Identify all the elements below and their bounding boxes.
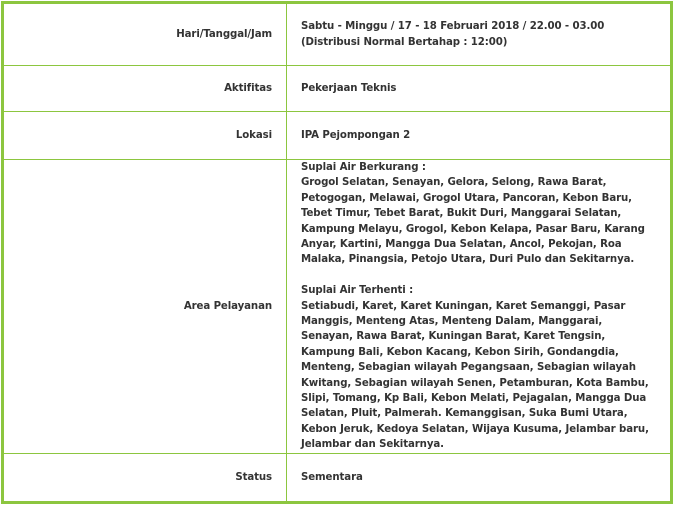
status-label: Status — [3, 453, 287, 502]
stopped-supply-section — [301, 283, 656, 452]
outage-info-table — [1, 1, 673, 504]
row-service-area — [3, 160, 672, 454]
service-area-value — [287, 160, 672, 454]
row-status — [3, 453, 672, 502]
reduced-supply-section — [301, 160, 656, 268]
location-label: Lokasi — [3, 112, 287, 160]
status-value: Sementara — [287, 453, 672, 502]
reduced-supply-heading: Suplai Air Berkurang : — [301, 162, 426, 173]
location-value: IPA Pejompongan 2 — [287, 112, 672, 160]
service-area-label: Area Pelayanan — [3, 160, 287, 454]
row-activity — [3, 66, 672, 112]
activity-label: Aktifitas — [3, 66, 287, 112]
row-datetime — [3, 3, 672, 66]
datetime-value: Sabtu - Minggu / 17 - 18 Februari 2018 / 22.00 - 03.00 (Distribusi Normal Bertahap : 12:00) — [287, 3, 672, 66]
stopped-supply-list: Setiabudi, Karet, Karet Kuningan, Karet Semanggi, Pasar Manggis, Menteng Atas, Menteng Dalam, Manggarai, Senayan, Rawa Barat, Kuningan Barat, Karet Tengsin, Kampung Bali, Kebon Kacang, Kebon Sirih, Gondangdia, Menteng, Sebagian wilayah Pegangsaan, Sebagian wilayah Kwitang, Sebagian wilayah Senen, Petamburan, Kota Bambu, Slipi, Tomang, Kp Bali, Kebon Melati, Pejagalan, Mangga Dua Selatan, Pluit, Palmerah. Kemanggisan, Suka Bumi Utara, Kebon Jeruk, Kedoya Selatan, Wijaya Kusuma, Jelambar baru, Jelambar dan Sekitarnya. — [301, 300, 649, 451]
row-location — [3, 112, 672, 160]
activity-value: Pekerjaan Teknis — [287, 66, 672, 112]
datetime-label: Hari/Tanggal/Jam — [3, 3, 287, 66]
reduced-supply-list: Grogol Selatan, Senayan, Gelora, Selong, Rawa Barat, Petogogan, Melawai, Grogol Utara, Pancoran, Kebon Baru, Tebet Timur, Tebet Barat, Bukit Duri, Manggarai Selatan, Kampung Melayu, Grogol, Kebon Kelapa, Pasar Baru, Karang Anyar, Kartini, Mangga Dua Selatan, Ancol, Pekojan, Roa Malaka, Pinangsia, Petojo Utara, Duri Pulo dan Sekitarnya. — [301, 177, 645, 266]
stopped-supply-heading: Suplai Air Terhenti : — [301, 285, 414, 297]
